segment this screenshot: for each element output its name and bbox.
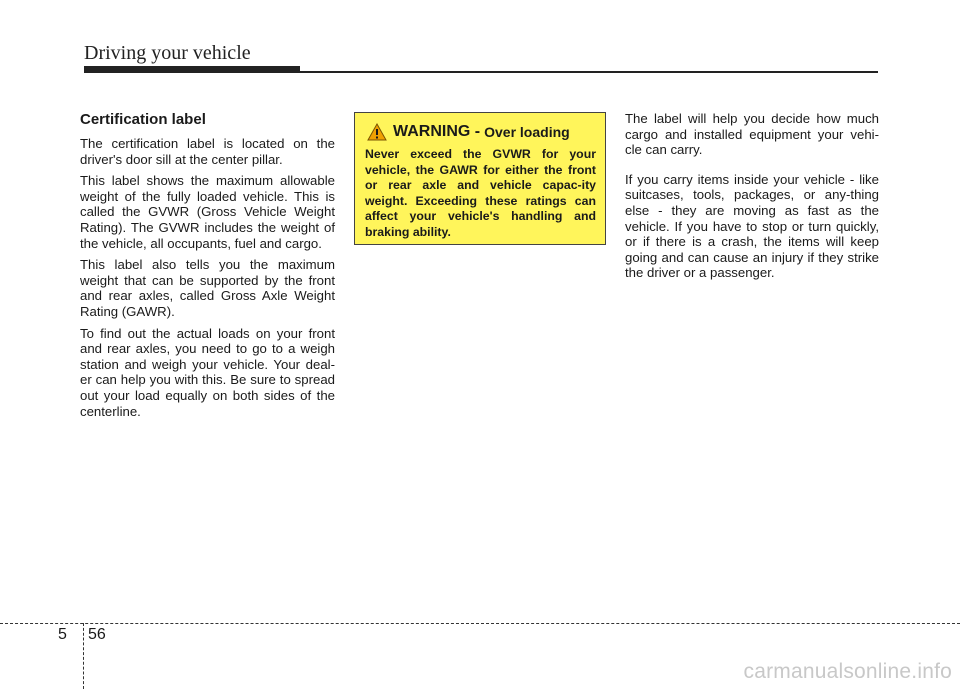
chapter-number: 5 xyxy=(58,626,67,643)
paragraph: This label also tells you the maximum weight that can be supported by the front and rear axles, called Gross Axle Weight Rating (GAWR). xyxy=(80,257,335,319)
header-rule-thin xyxy=(84,71,878,73)
warning-text: Never exceed the GVWR for your vehicle, the GAWR for either the front or rear axle and vehicle capac-ity weight. Exceeding these ratings can affect your vehicle's handling and braking ability. xyxy=(365,147,596,239)
right-column xyxy=(625,111,879,295)
warning-box xyxy=(354,112,606,245)
section-heading: Certification label xyxy=(80,111,206,128)
paragraph: The certification label is located on the driver's door sill at the center pillar. xyxy=(80,136,335,167)
paragraph: This label shows the maximum allowable weight of the fully loaded vehicle. This is called the GVWR (Gross Vehicle Weight Rating). The GVWR includes the weight of the vehicle, all occupants, fuel and cargo. xyxy=(80,173,335,251)
left-column xyxy=(80,111,335,425)
warning-triangle-icon xyxy=(367,123,387,141)
paragraph: To find out the actual loads on your front and rear axles, you need to go to a weigh station and weigh your vehicle. Your deal-er can help you with this. Be sure to spread out your load equally on both sides of the centerline. xyxy=(80,325,335,419)
warning-subtitle: Over loading xyxy=(484,124,570,140)
page-number: 56 xyxy=(88,626,106,643)
paragraph: The label will help you decide how much cargo and installed equipment your vehi-cle can carry. xyxy=(625,111,879,158)
footer-divider xyxy=(83,623,84,689)
warning-label: WARNING - xyxy=(393,123,481,140)
paragraph: If you carry items inside your vehicle - like suitcases, tools, packages, or any-thing else - they are moving as fast as the vehicle. If you have to stop or turn quickly, or if there is a crash, the items will keep going and can cause an injury if they strike the driver or a passenger. xyxy=(625,171,879,281)
warning-header xyxy=(367,123,596,141)
page-header-title: Driving your vehicle xyxy=(84,42,251,64)
footer-rule xyxy=(0,623,960,624)
watermark: carmanualsonline.info xyxy=(743,660,952,683)
